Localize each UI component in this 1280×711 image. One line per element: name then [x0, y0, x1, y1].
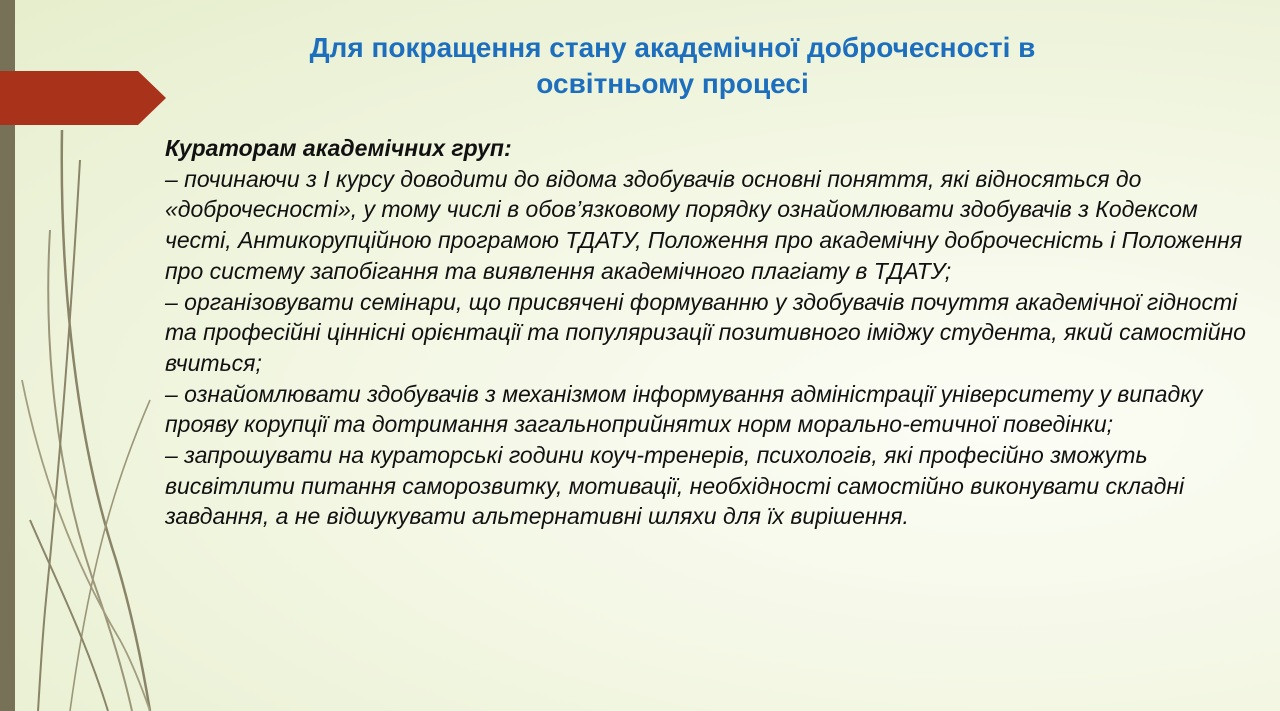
- slide-content: [165, 133, 1265, 532]
- arrow-icon: [0, 71, 166, 125]
- content-heading: Кураторам академічних груп:: [165, 135, 512, 161]
- slide-title: [180, 30, 1165, 102]
- content-paragraph-4: – запрошувати на кураторські години коуч-тренерів, психологів, які професійно зможуть висвітлити питання саморозвитку, мотивації, необхідності самостійно виконувати складні завдання, а не відшукувати альтернативні шляхи для їх вирішення.: [165, 442, 1185, 530]
- slide-title-line-2: освітньому процесі: [536, 68, 809, 99]
- slide-title-line-1: Для покращення стану академічної доброчесності в: [309, 32, 1036, 63]
- content-paragraph-3: – ознайомлювати здобувачів з механізмом інформування адміністрації університету у випадку прояву корупції та дотримання загальноприйнятих норм морально-етичної поведінки;: [165, 380, 1203, 438]
- content-paragraph-2: – організовувати семінари, що присвячені формуванню у здобувачів почуття академічної гідності та професійні ціннісні орієнтації та популяризації позитивного іміджу студента, який самостійно вчиться;: [165, 288, 1246, 376]
- content-paragraph-1: – починаючи з І курсу доводити до відома здобувачів основні поняття, які відносяться до «доброчесності», у тому числі в обов’язковому порядку ознайомлювати здобувачів з Кодексом честі, Антикорупційною програмою ТДАТУ, Положення про академічну доброчесність і Положення про систему запобігання та виявлення академічного плагіату в ТДАТУ;: [165, 165, 1243, 284]
